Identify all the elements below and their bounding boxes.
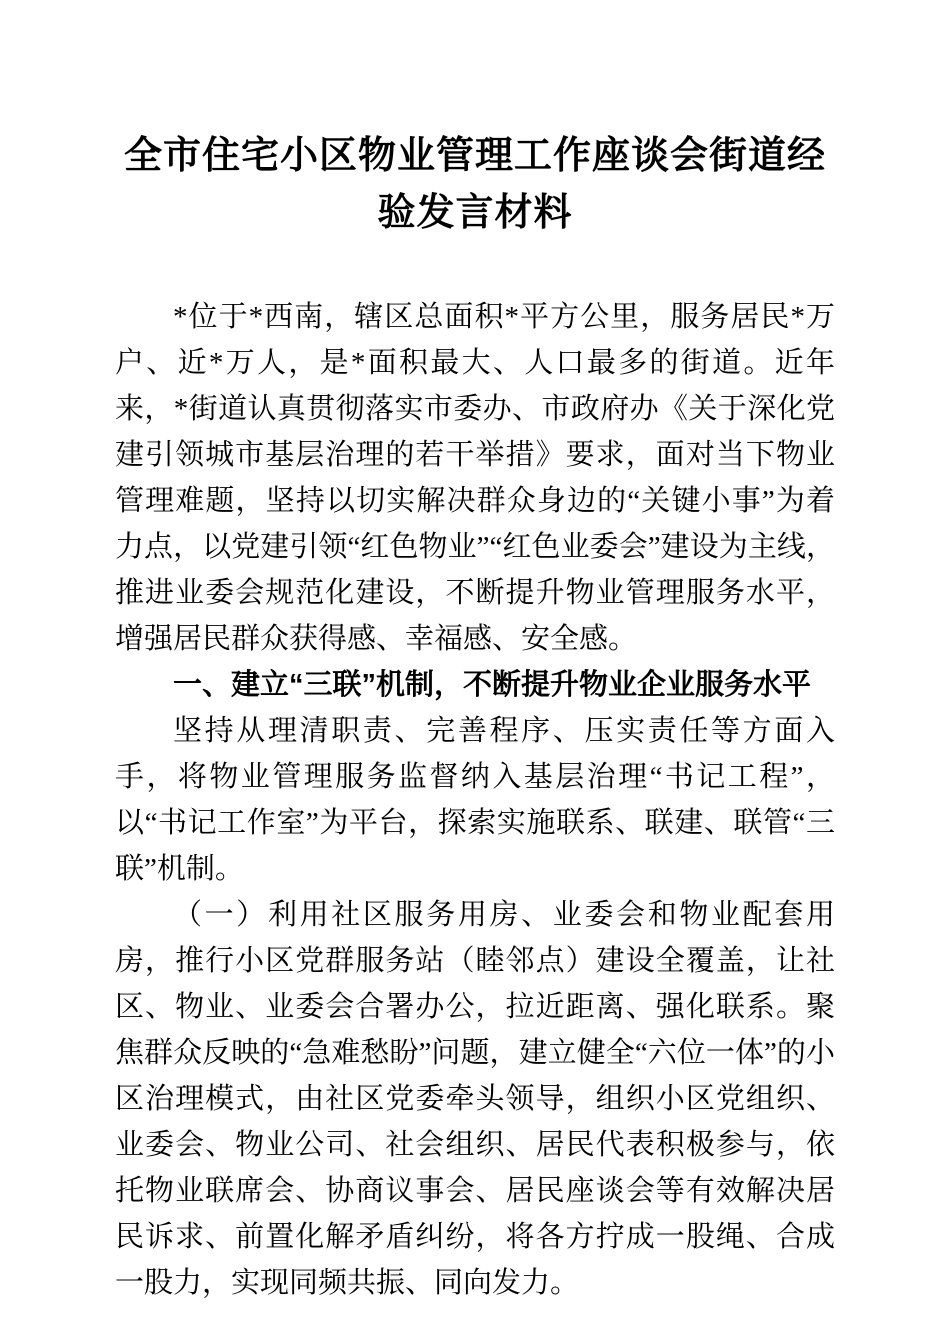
section-1-heading: 一、建立“三联”机制，不断提升物业企业服务水平: [173, 669, 812, 701]
section-1-paragraph-2: （一）利用社区服务用房、业委会和物业配套用房，推行小区党群服务站（睦邻点）建设全覆盖，让社区、物业、业委会合署办公，拉近距离、强化联系。聚焦群众反映的“急难愁盼”问题，建立健全“六位一体”的小区治理模式，由社区党委牵头领导，组织小区党组织、业委会、物业公司、社会组织、居民代表积极参与，依托物业联席会、协商议事会、居民座谈会等有效解决居民诉求、前置化解矛盾纠纷，将各方拧成一股绳、合成一股力，实现同频共振、同向发力。: [115, 899, 835, 1299]
document-title: 全市住宅小区物业管理工作座谈会街道经验发言材料: [123, 135, 826, 234]
intro-paragraph: *位于*西南，辖区总面积*平方公里，服务居民*万户、近*万人，是*面积最大、人口最多的街道。近年来，*街道认真贯彻落实市委办、市政府办《关于深化党建引领城市基层治理的若干举措》要求，面对当下物业管理难题，坚持以切实解决群众身边的“关键小事”为着力点，以党建引领“红色物业”“红色业委会”建设为主线，推进业委会规范化建设，不断提升物业管理服务水平，增强居民群众获得感、幸福感、安全感。: [115, 301, 835, 655]
section-1-paragraph-1: 坚持从理清职责、完善程序、压实责任等方面入手，将物业管理服务监督纳入基层治理“书记工程”，以“书记工作室”为平台，探索实施联系、联建、联管“三联”机制。: [115, 715, 835, 885]
